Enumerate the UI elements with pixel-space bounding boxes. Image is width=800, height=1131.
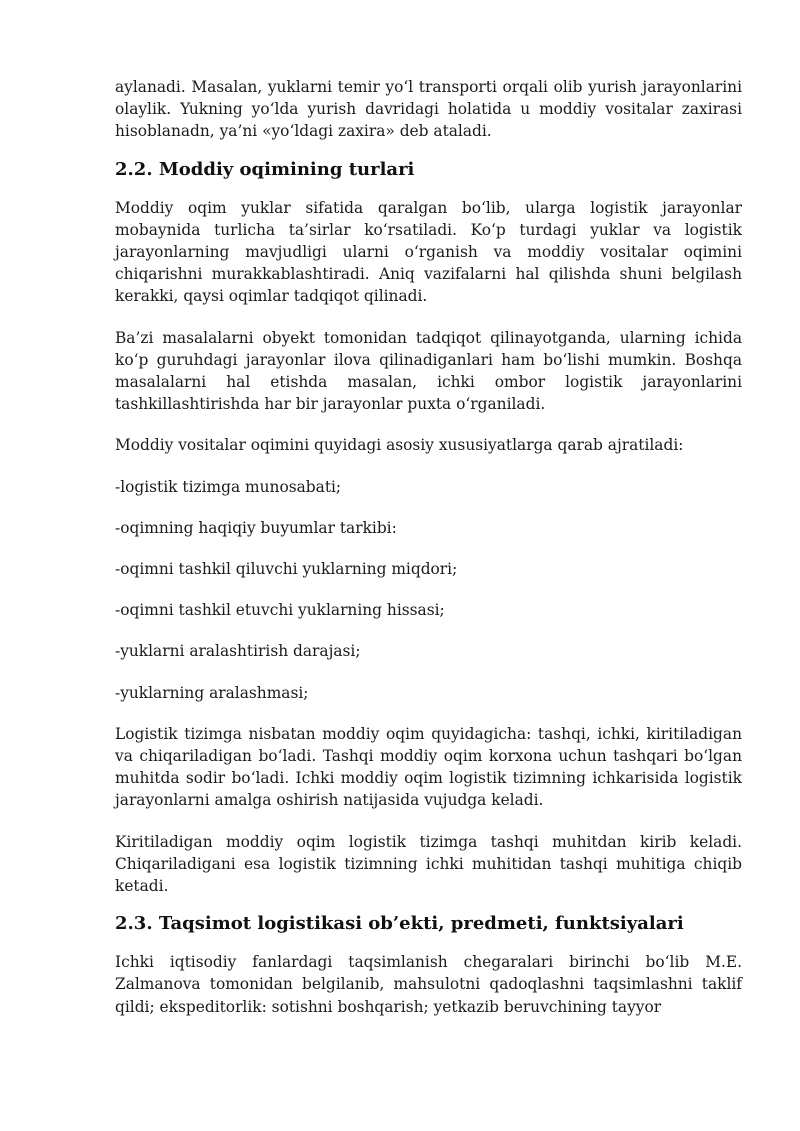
section-heading-2-2: 2.2. Moddiy oqimining turlari xyxy=(115,158,415,180)
paragraph-some-tasks: Ba’zi masalalarni obyekt tomonidan tadqiqot qilinayotganda, ularning ichida ko‘p guruhdagi jarayonlar ilova qilinadiganlari ham bo‘lishi mumkin. Boshqa masalalarni hal etishda masalan, ichki ombor logistik jarayonlarini tashkillashtirishda har bir jarayonlar puxta o‘rganiladi. xyxy=(115,328,742,414)
page-body xyxy=(115,76,742,1018)
paragraph-distribution: Ichki iqtisodiy fanlardagi taqsimlanish chegaralari birinchi bo‘lib M.E. Zalmanova tomonidan belgilanib, mahsulotni qadoqlashni taqsimlashni taklif qildi; ekspeditorlik: sotishni boshqarish; yetkazib beruvchining tayyor xyxy=(115,953,742,1016)
paragraph-material-flow: Moddiy oqim yuklar sifatida qaralgan bo‘lib, ularga logistik jarayonlar mobaynida turlicha ta’sirlar ko‘rsatiladi. Ko‘p turdagi yuklar va logistik jarayonlarning mavjudligi ularni o‘rganish va moddiy vositalar oqimini chiqarishni murakkablashtiradi. Aniq vazifalarni hal qilishda shuni belgilash kerakki, qaysi oqimlar tadqiqot qilinadi. xyxy=(115,198,742,306)
list-item-composition: -oqimning haqiqiy buyumlar tarkibi: xyxy=(115,518,397,537)
paragraph-classification-intro: Moddiy vositalar oqimini quyidagi asosiy xususiyatlarga qarab ajratiladi: xyxy=(115,436,684,455)
list-item-mixture: -yuklarning aralashmasi; xyxy=(115,683,309,702)
list-item-quantity: -oqimni tashkil qiluvchi yuklarning miqdori; xyxy=(115,560,458,579)
section-heading-2-3: 2.3. Taqsimot logistikasi ob’ekti, predmeti, funktsiyalari xyxy=(115,913,684,935)
list-item-share: -oqimni tashkil etuvchi yuklarning hissasi; xyxy=(115,601,445,620)
paragraph-incoming-outgoing: Kiritiladigan moddiy oqim logistik tizimga tashqi muhitdan kirib keladi. Chiqariladigani esa logistik tizimning ichki muhitidan tashqi muhitiga chiqib ketadi. xyxy=(115,832,742,896)
list-item-relation: -logistik tizimga munosabati; xyxy=(115,477,342,496)
list-item-mixing-degree: -yuklarni aralashtirish darajasi; xyxy=(115,642,361,661)
paragraph-external-internal: Logistik tizimga nisbatan moddiy oqim quyidagicha: tashqi, ichki, kiritiladigan va chiqariladigan bo‘ladi. Tashqi moddiy oqim korxona uchun tashqari bo‘lgan muhitda sodir bo‘ladi. Ichki moddiy oqim logistik tizimning ichkarisida logistik jarayonlarni amalga oshirish natijasida vujudga keladi. xyxy=(115,724,742,810)
paragraph-intro: aylanadi. Masalan, yuklarni temir yo‘l transporti orqali olib yurish jarayonlarini olaylik. Yukning yo‘lda yurish davridagi holatida u moddiy vositalar zaxirasi hisoblanadn, ya’ni «yo‘ldagi zaxira» deb ataladi. xyxy=(115,78,742,141)
